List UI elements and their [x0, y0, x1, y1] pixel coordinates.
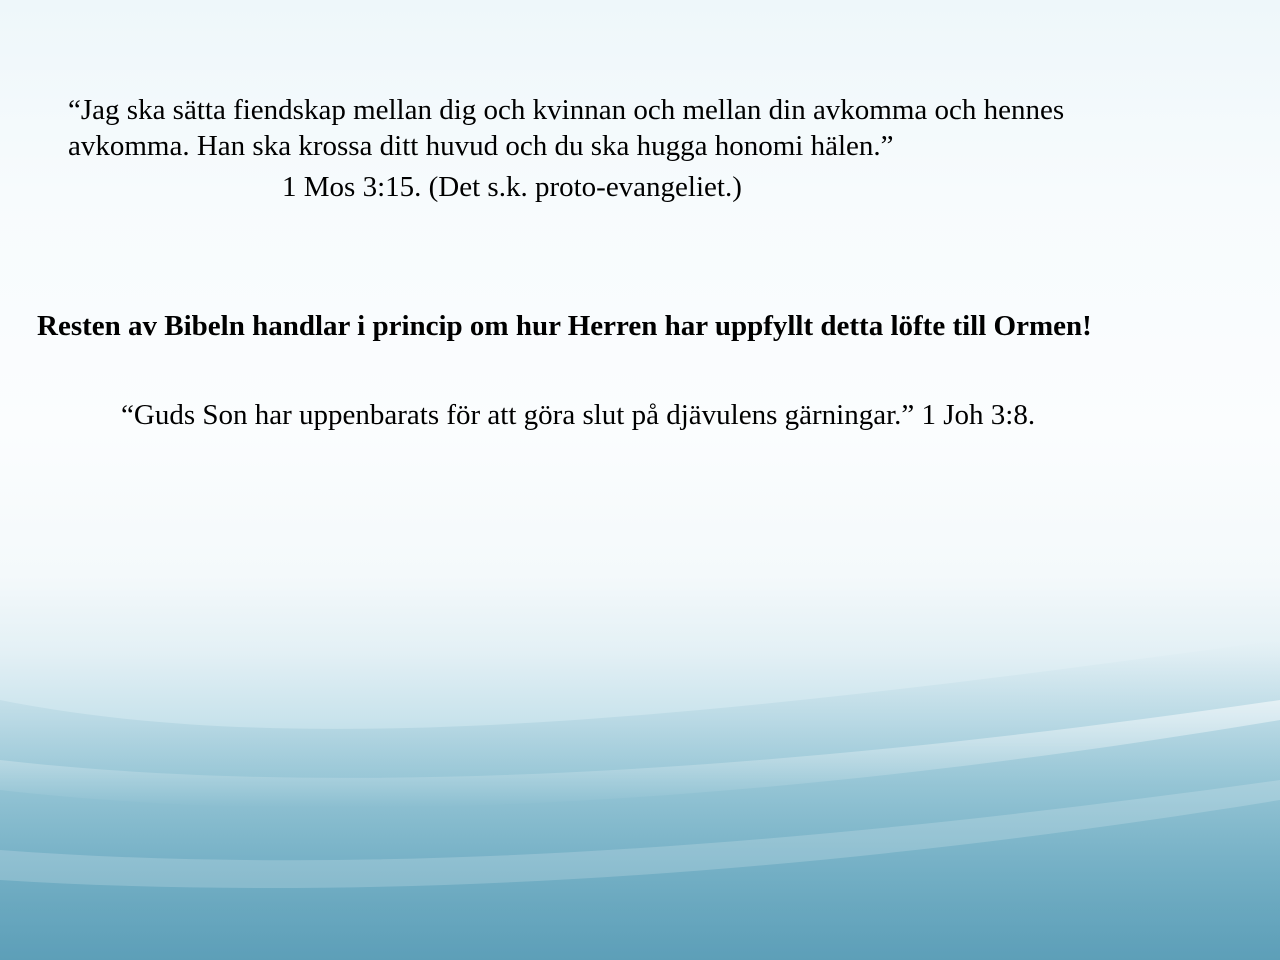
- genesis-reference: 1 Mos 3:15. (Det s.k. proto-evangeliet.): [282, 171, 742, 203]
- john-quote: “Guds Son har uppenbarats för att göra slut på djävulens gärningar.” 1 Joh 3:8.: [121, 399, 1036, 431]
- genesis-quote-line-2: avkomma. Han ska krossa ditt huvud och du ska hugga honomi hälen.”: [68, 130, 894, 162]
- genesis-quote-line-1: “Jag ska sätta fiendskap mellan dig och kvinnan och mellan din avkomma och hennes: [68, 94, 1065, 126]
- genesis-quote: [68, 92, 1064, 164]
- main-statement: Resten av Bibeln handlar i princip om hur Herren har uppfyllt detta löfte till Ormen!: [37, 310, 1092, 342]
